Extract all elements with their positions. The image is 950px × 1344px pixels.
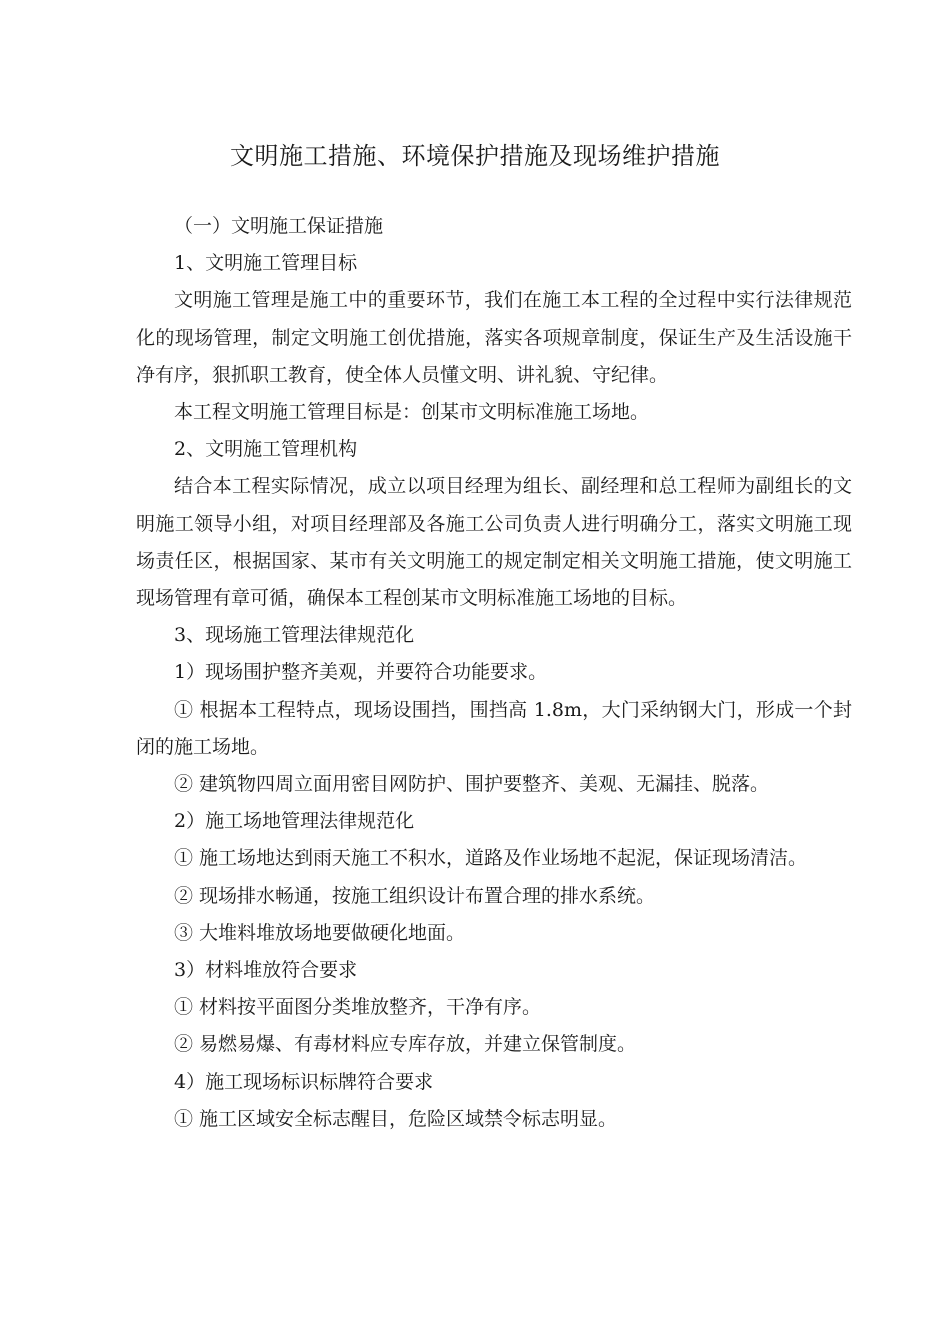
subsection-heading: 1、文明施工管理目标 (174, 252, 358, 275)
item-heading: 4）施工现场标识标牌符合要求 (174, 1070, 434, 1093)
section-heading: （一）文明施工保证措施 (174, 215, 384, 237)
list-item: ① 施工区域安全标志醒目，危险区域禁令标志明显。 (174, 1107, 618, 1130)
list-item: ② 易燃易爆、有毒材料应专库存放，并建立保管制度。 (174, 1033, 637, 1056)
list-item: ② 现场排水畅通，按施工组织设计布置合理的排水系统。 (174, 884, 656, 907)
item-heading: 1）现场围护整齐美观，并要符合功能要求。 (174, 661, 548, 684)
body-paragraph: 本工程文明施工管理目标是：创某市文明标准施工场地。 (174, 401, 650, 424)
list-item: ① 材料按平面图分类堆放整齐，干净有序。 (174, 996, 542, 1019)
body-paragraph: 文明施工管理是施工中的重要环节，我们在施工本工程的全过程中实行法律规范化的现场管理，制定文明施工创优措施，落实各项规章制度，保证生产及生活设施干净有序，狠抓职工教育，使全体人员懂文明、讲礼貌、守纪律。 (136, 289, 852, 386)
body-paragraph: 结合本工程实际情况，成立以项目经理为组长、副经理和总工程师为副组长的文明施工领导小组，对项目经理部及各施工公司负责人进行明确分工，落实文明施工现场责任区，根据国家、某市有关文明施工的规定制定相关文明施工措施，使文明施工现场管理有章可循，确保本工程创某市文明标准施工场地的目标。 (136, 475, 852, 610)
document-title: 文明施工措施、环境保护措施及现场维护措施 (230, 142, 720, 170)
item-heading: 3）材料堆放符合要求 (174, 959, 358, 982)
subsection-heading: 3、现场施工管理法律规范化 (174, 624, 415, 647)
list-item: ① 根据本工程特点，现场设围挡，围挡高 1.8m，大门采纳钢大门，形成一个封闭的施工场地。 (136, 698, 852, 758)
item-heading: 2）施工场地管理法律规范化 (174, 810, 415, 833)
list-item: ③ 大堆料堆放场地要做硬化地面。 (174, 921, 466, 944)
list-item: ② 建筑物四周立面用密目网防护、围护要整齐、美观、无漏挂、脱落。 (174, 773, 770, 796)
subsection-heading: 2、文明施工管理机构 (174, 438, 358, 461)
list-item: ① 施工场地达到雨天施工不积水，道路及作业场地不起泥，保证现场清洁。 (174, 847, 808, 870)
document-body (136, 208, 852, 1138)
